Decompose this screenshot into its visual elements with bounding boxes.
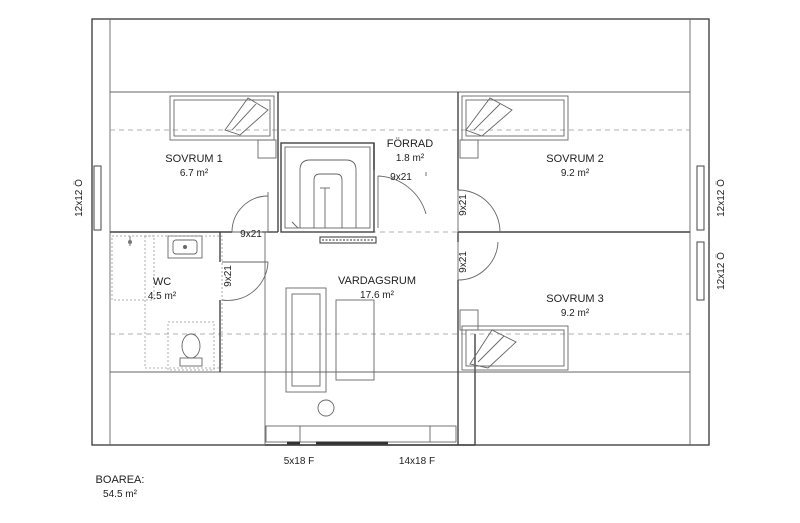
bed-sovrum-2 bbox=[462, 96, 568, 140]
room-area-sovrum-2: 9.2 m² bbox=[560, 168, 590, 179]
door-label-sovrum-1: 9x21 bbox=[240, 229, 262, 240]
room-name-sovrum-3: SOVRUM 3 bbox=[546, 293, 604, 305]
window-label-right-lower: 12x12 Ö bbox=[716, 252, 727, 290]
room-name-sovrum-2: SOVRUM 2 bbox=[546, 153, 604, 165]
door-label-wc: 9x21 bbox=[223, 265, 234, 287]
door-label-sovrum-2: 9x21 bbox=[458, 194, 469, 216]
room-area-sovrum-1: 6.7 m² bbox=[179, 168, 209, 179]
windows bbox=[94, 166, 704, 443]
stair-symbol bbox=[292, 160, 356, 228]
bed-sovrum-1 bbox=[170, 96, 274, 140]
room-name-forrad: FÖRRAD bbox=[386, 138, 434, 150]
room-name-wc: WC bbox=[152, 276, 172, 288]
room-area-sovrum-3: 9.2 m² bbox=[560, 308, 590, 319]
room-name-sovrum-1: SOVRUM 1 bbox=[165, 153, 223, 165]
room-area-forrad: 1.8 m² bbox=[395, 153, 425, 164]
window-label-bottom-left: 5x18 F bbox=[283, 456, 315, 467]
door-label-sovrum-3: 9x21 bbox=[458, 251, 469, 273]
door-label-forrad: 9x21 bbox=[390, 172, 412, 183]
window-label-right-upper: 12x12 Ö bbox=[716, 179, 727, 217]
window-label-bottom-right: 14x18 F bbox=[398, 456, 436, 467]
living-room-furniture bbox=[266, 288, 456, 442]
room-name-vardagsrum: VARDAGSRUM bbox=[337, 275, 417, 287]
bed-sovrum-3 bbox=[462, 326, 568, 370]
room-area-vardagsrum: 17.6 m² bbox=[360, 290, 394, 301]
wc-fixtures bbox=[112, 236, 222, 370]
total-area-value: 54.5 m² bbox=[103, 489, 137, 500]
total-area-label: BOAREA: bbox=[95, 474, 145, 486]
window-label-left: 12x12 Ö bbox=[74, 179, 85, 217]
room-area-wc: 4.5 m² bbox=[147, 291, 177, 302]
